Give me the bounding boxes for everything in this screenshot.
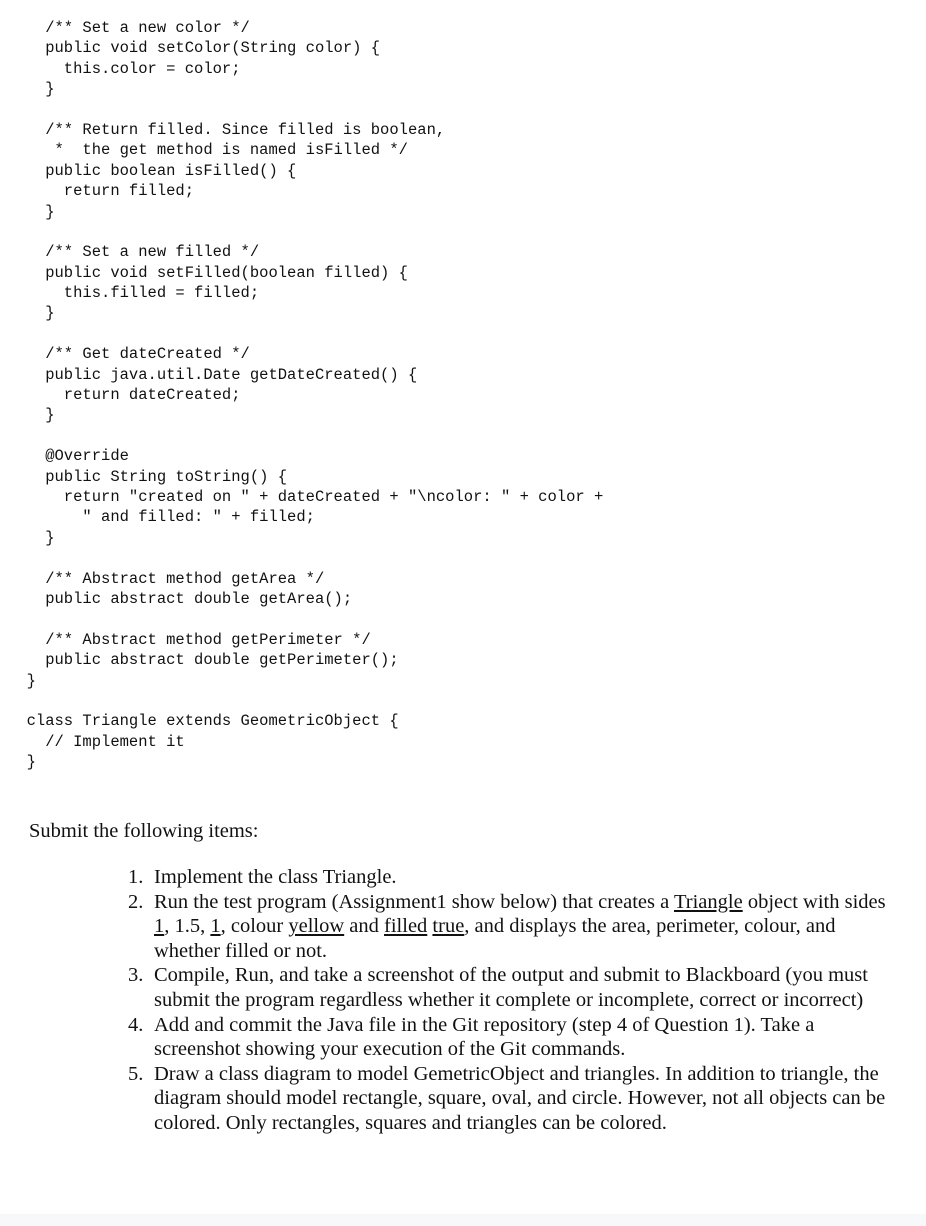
submit-heading: Submit the following items:	[29, 820, 259, 842]
underlined-true: true	[432, 915, 465, 938]
underlined-side-3: 1	[210, 915, 221, 938]
code-line: class Triangle extends GeometricObject {	[8, 712, 399, 731]
item-number: 4.	[128, 1013, 144, 1036]
list-item	[29, 865, 889, 890]
code-line: }	[8, 406, 55, 425]
page-bottom-edge	[0, 1214, 926, 1226]
code-line: public java.util.Date getDateCreated() {	[8, 365, 418, 384]
code-line: /** Return filled. Since filled is boolean,	[8, 120, 446, 139]
item-text: , and displays the area, perimeter, colour, and whether filled or not.	[154, 915, 836, 962]
code-line: public abstract double getPerimeter();	[8, 651, 399, 670]
code-line: this.color = color;	[8, 59, 241, 78]
code-line: }	[8, 671, 36, 690]
submission-list	[29, 865, 889, 1136]
code-line	[8, 426, 603, 446]
item-text: , colour	[220, 915, 289, 938]
code-line	[8, 324, 603, 344]
code-line: /** Set a new color */	[8, 19, 250, 37]
code-line: public void setColor(String color) {	[8, 39, 381, 58]
code-line: return dateCreated;	[8, 386, 241, 405]
item-text: , 1.5,	[164, 915, 211, 938]
item-number: 2.	[128, 890, 144, 913]
item-number: 3.	[128, 964, 144, 987]
item-number: 5.	[128, 1062, 144, 1085]
item-text: and	[344, 915, 385, 938]
code-line: " and filled: " + filled;	[8, 508, 315, 527]
code-line: public String toString() {	[8, 467, 288, 486]
list-item	[29, 890, 889, 964]
code-line: /** Abstract method getPerimeter */	[8, 630, 371, 649]
underlined-triangle: Triangle	[673, 890, 743, 913]
code-line: return "created on " + dateCreated + "\ncolor: " + color +	[8, 487, 604, 506]
item-text: Implement the class Triangle.	[154, 866, 397, 888]
code-line: /** Abstract method getArea */	[8, 569, 325, 588]
item-text: object with sides	[742, 890, 886, 913]
code-line: @Override	[8, 447, 129, 466]
list-item	[29, 1013, 889, 1062]
code-line	[8, 691, 603, 711]
code-line: }	[8, 753, 36, 772]
code-line: * the get method is named isFilled */	[8, 141, 408, 160]
code-line: public boolean isFilled() {	[8, 161, 297, 180]
java-code-listing	[8, 18, 603, 772]
code-line: /** Get dateCreated */	[8, 345, 250, 364]
list-item	[29, 1062, 889, 1136]
underlined-yellow: yellow	[288, 915, 345, 938]
submission-section	[29, 818, 889, 1136]
code-line: public abstract double getArea();	[8, 589, 353, 608]
code-line	[8, 222, 603, 242]
code-line: public void setFilled(boolean filled) {	[8, 263, 408, 282]
item-text: Compile, Run, and take a screenshot of the output and submit to Blackboard (you must submit the program regardless whether it complete or incomplete, correct or incorrect)	[154, 964, 868, 1011]
underlined-side-1: 1	[154, 915, 165, 938]
item-text: Draw a class diagram to model GemetricObject and triangles. In addition to triangle, the diagram should model rectangle, square, oval, and circle. However, not all objects can be colored. Only rectangles, squares and triangles can be colored.	[154, 1062, 886, 1134]
code-line	[8, 548, 603, 568]
code-line: /** Set a new filled */	[8, 243, 260, 262]
code-line: this.filled = filled;	[8, 284, 260, 303]
code-line: return filled;	[8, 182, 195, 201]
code-line: }	[8, 202, 55, 221]
code-line: }	[8, 304, 55, 323]
code-line: }	[8, 528, 55, 547]
code-line	[8, 609, 603, 629]
code-line	[8, 100, 603, 120]
item-text: Run the test program (Assignment1 show below) that creates a	[154, 890, 674, 913]
code-line: // Implement it	[8, 732, 185, 751]
list-item	[29, 963, 889, 1012]
code-line: }	[8, 80, 55, 99]
item-number: 1.	[128, 866, 144, 888]
underlined-filled: filled	[384, 915, 428, 938]
item-text: Add and commit the Java file in the Git repository (step 4 of Question 1). Take a screenshot showing your execution of the Git commands.	[154, 1013, 815, 1061]
